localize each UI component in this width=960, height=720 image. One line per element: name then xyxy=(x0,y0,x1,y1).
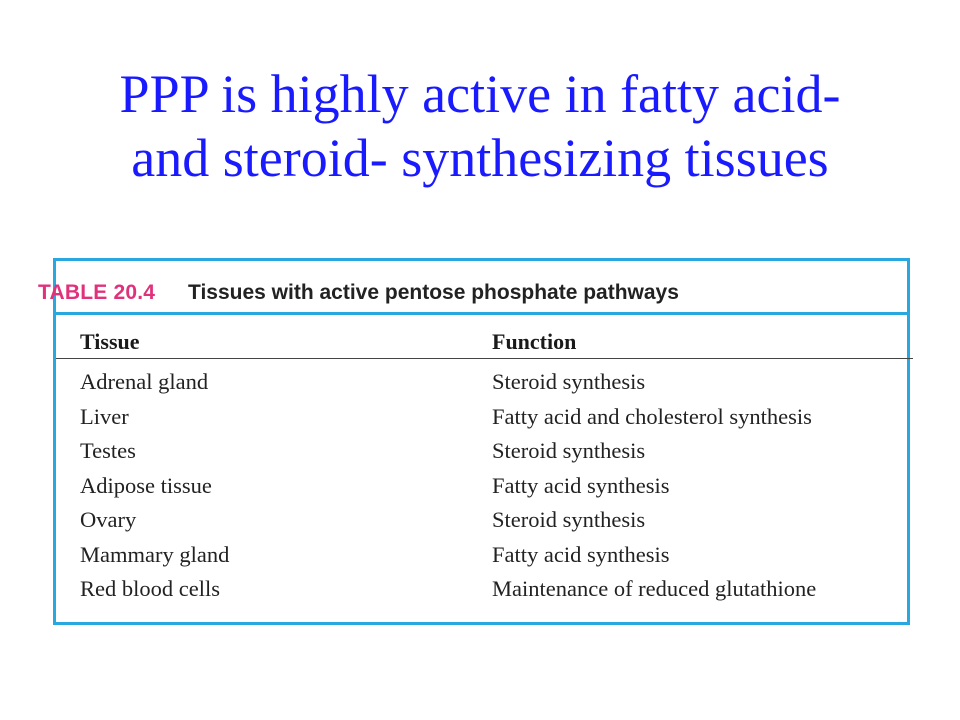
tissue-cell: Adrenal gland xyxy=(80,369,209,394)
header-divider xyxy=(56,358,913,359)
tissue-cell: Ovary xyxy=(80,507,137,532)
tissue-cell: Liver xyxy=(80,403,129,429)
slide-title-line-1: PPP is highly active in fatty acid- xyxy=(119,64,841,124)
table-body xyxy=(56,369,907,611)
function-cell: Fatty acid synthesis xyxy=(492,472,670,498)
table-panel xyxy=(38,258,910,625)
table-row xyxy=(56,438,907,473)
table-row xyxy=(56,576,907,611)
function-cell: Steroid synthesis xyxy=(492,369,646,394)
table-row xyxy=(56,542,907,577)
table-caption-bar xyxy=(38,261,907,315)
slide-title xyxy=(40,62,920,190)
column-header-tissue: Tissue xyxy=(80,329,140,354)
table-row xyxy=(56,369,907,404)
function-cell: Fatty acid synthesis xyxy=(492,541,670,567)
table-row xyxy=(56,404,907,439)
tissue-cell: Adipose tissue xyxy=(80,472,212,498)
function-cell: Steroid synthesis xyxy=(492,438,646,463)
tissue-cell: Testes xyxy=(80,438,136,463)
table-row xyxy=(56,473,907,508)
function-cell: Maintenance of reduced glutathione xyxy=(492,576,817,601)
table-number: TABLE 20.4 xyxy=(38,281,156,304)
table-caption: Tissues with active pentose phosphate pathways xyxy=(188,281,679,304)
table-row xyxy=(56,507,907,542)
tissue-cell: Mammary gland xyxy=(80,541,230,567)
slide-title-line-2: and steroid- synthesizing tissues xyxy=(131,128,829,188)
function-cell: Steroid synthesis xyxy=(492,507,646,532)
function-cell: Fatty acid and cholesterol synthesis xyxy=(492,403,812,429)
column-header-function: Function xyxy=(492,329,577,354)
tissue-cell: Red blood cells xyxy=(80,576,220,601)
